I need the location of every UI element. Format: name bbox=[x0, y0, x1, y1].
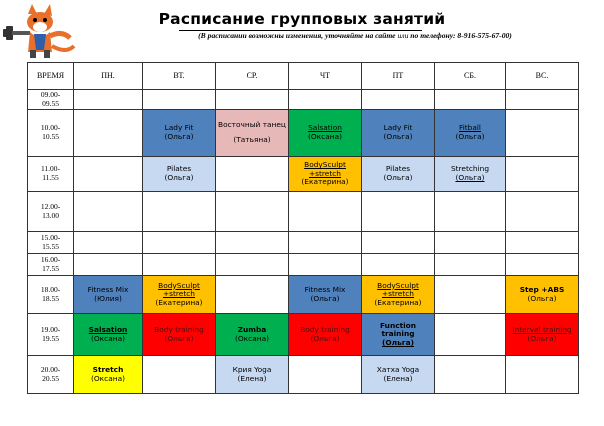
class-name: Pilates bbox=[385, 164, 411, 174]
class-name: Function training bbox=[380, 320, 416, 339]
table-row bbox=[28, 314, 579, 356]
class-name: Pilates bbox=[166, 164, 192, 174]
class-cell bbox=[74, 356, 143, 394]
time-cell: 19.00- 19.55 bbox=[28, 314, 74, 356]
table-row bbox=[28, 157, 579, 192]
empty-cell bbox=[362, 192, 435, 232]
time-cell: 15.00- 15.55 bbox=[28, 232, 74, 254]
class-cell bbox=[289, 110, 362, 157]
class-cell bbox=[289, 157, 362, 192]
time-cell: 10.00- 10.55 bbox=[28, 110, 74, 157]
empty-cell bbox=[74, 90, 143, 110]
class-name: Fitness Mix bbox=[304, 284, 346, 294]
class-cell bbox=[216, 110, 289, 157]
header-thu: ЧТ bbox=[289, 63, 362, 90]
instructor-name: (Ольга) bbox=[310, 333, 340, 343]
class-cell bbox=[216, 314, 289, 356]
empty-cell bbox=[216, 157, 289, 192]
class-cell bbox=[435, 110, 506, 157]
empty-cell bbox=[216, 192, 289, 232]
empty-cell bbox=[506, 90, 579, 110]
instructor-name: (Ольга) bbox=[310, 293, 340, 303]
class-cell bbox=[362, 314, 435, 356]
empty-cell bbox=[506, 232, 579, 254]
table-row bbox=[28, 356, 579, 394]
empty-cell bbox=[74, 157, 143, 192]
empty-cell bbox=[435, 356, 506, 394]
subtitle-part-1: (В расписании возможны изменения, уточняйте на сайте bbox=[198, 31, 396, 40]
class-cell bbox=[435, 157, 506, 192]
class-name: Крия Yoga bbox=[232, 364, 272, 374]
empty-cell bbox=[506, 356, 579, 394]
table-row bbox=[28, 276, 579, 314]
instructor-name: (Ольга) bbox=[527, 333, 557, 343]
empty-cell bbox=[362, 90, 435, 110]
empty-cell bbox=[74, 232, 143, 254]
instructor-name: (Татьяна) bbox=[233, 135, 271, 144]
class-cell bbox=[362, 157, 435, 192]
time-cell: 16.00- 17.55 bbox=[28, 254, 74, 276]
header-wed: СР. bbox=[216, 63, 289, 90]
empty-cell bbox=[143, 232, 216, 254]
table-row bbox=[28, 110, 579, 157]
class-cell bbox=[362, 276, 435, 314]
class-name: Хатха Yoga bbox=[376, 364, 420, 374]
time-cell: 20.00- 20.55 bbox=[28, 356, 74, 394]
subtitle-part-2: по телефону: 8-916-575-67-00) bbox=[410, 31, 512, 40]
empty-cell bbox=[289, 232, 362, 254]
empty-cell bbox=[289, 90, 362, 110]
instructor-name: (Ольга) bbox=[527, 293, 557, 303]
class-cell bbox=[289, 276, 362, 314]
class-name: Lady Fit bbox=[383, 123, 413, 133]
time-cell: 11.00- 11.55 bbox=[28, 157, 74, 192]
instructor-name: (Ольга) bbox=[455, 173, 485, 182]
header-fri: ПТ bbox=[362, 63, 435, 90]
class-name: Salsation bbox=[308, 123, 342, 133]
empty-cell bbox=[216, 232, 289, 254]
empty-cell bbox=[216, 276, 289, 314]
empty-cell bbox=[143, 356, 216, 394]
empty-cell bbox=[216, 90, 289, 110]
empty-cell bbox=[143, 90, 216, 110]
table-row bbox=[28, 254, 579, 276]
empty-cell bbox=[143, 254, 216, 276]
class-cell bbox=[289, 314, 362, 356]
empty-cell bbox=[506, 192, 579, 232]
instructor-name: (Оксана) bbox=[307, 132, 342, 141]
page-title: Расписание групповых занятий bbox=[158, 10, 446, 28]
empty-cell bbox=[74, 254, 143, 276]
instructor-name: (Елена) bbox=[383, 373, 413, 383]
header-mon: ПН. bbox=[74, 63, 143, 90]
instructor-name: (Ольга) bbox=[382, 337, 414, 347]
empty-cell bbox=[435, 232, 506, 254]
instructor-name: (Ольга) bbox=[383, 173, 413, 182]
class-cell bbox=[74, 314, 143, 356]
class-name: BodySculpt +stretch bbox=[304, 160, 346, 178]
header-row bbox=[28, 63, 579, 90]
instructor-name: (Ольга) bbox=[164, 333, 194, 343]
class-name: Body training bbox=[300, 324, 350, 334]
class-name: Salsation bbox=[88, 324, 128, 334]
header-tue: ВТ. bbox=[143, 63, 216, 90]
instructor-name: (Ольга) bbox=[164, 132, 194, 141]
class-name: Stretch bbox=[92, 364, 124, 374]
page-subtitle bbox=[120, 31, 590, 40]
empty-cell bbox=[506, 254, 579, 276]
time-cell: 18.00- 18.55 bbox=[28, 276, 74, 314]
empty-cell bbox=[435, 314, 506, 356]
instructor-name: (Оксана) bbox=[90, 333, 125, 343]
class-name: Step +ABS bbox=[519, 284, 565, 294]
header-sun: ВС. bbox=[506, 63, 579, 90]
class-cell bbox=[216, 356, 289, 394]
class-name: Fitball bbox=[459, 123, 481, 133]
empty-cell bbox=[289, 356, 362, 394]
instructor-name: (Оксана) bbox=[90, 373, 125, 383]
class-name: Body training bbox=[154, 324, 204, 334]
class-name: Interval training bbox=[512, 324, 572, 334]
class-name: Zumba bbox=[237, 324, 267, 334]
header-time: ВРЕМЯ bbox=[28, 63, 74, 90]
time-cell: 12.00- 13.00 bbox=[28, 192, 74, 232]
class-name: BodySculpt +stretch bbox=[377, 280, 419, 299]
class-cell bbox=[362, 356, 435, 394]
empty-cell bbox=[362, 254, 435, 276]
empty-cell bbox=[435, 276, 506, 314]
class-cell bbox=[143, 314, 216, 356]
class-name: Lady Fit bbox=[164, 123, 194, 133]
table-row bbox=[28, 90, 579, 110]
class-cell bbox=[143, 276, 216, 314]
class-cell bbox=[74, 276, 143, 314]
empty-cell bbox=[289, 254, 362, 276]
class-cell bbox=[143, 110, 216, 157]
class-name: BodySculpt +stretch bbox=[158, 280, 200, 299]
instructor-name: (Юлия) bbox=[94, 293, 122, 303]
class-cell bbox=[362, 110, 435, 157]
subtitle-or: или bbox=[397, 31, 409, 40]
instructor-name: (Екатерина) bbox=[374, 297, 422, 307]
instructor-name: (Ольга) bbox=[164, 173, 194, 182]
empty-cell bbox=[362, 232, 435, 254]
empty-cell bbox=[74, 110, 143, 157]
instructor-name: (Оксана) bbox=[234, 333, 269, 343]
class-name: Восточный танец bbox=[218, 120, 286, 130]
table-row bbox=[28, 192, 579, 232]
empty-cell bbox=[143, 192, 216, 232]
class-name: Fitness Mix bbox=[87, 284, 129, 294]
empty-cell bbox=[435, 254, 506, 276]
instructor-name: (Елена) bbox=[237, 373, 267, 383]
class-cell bbox=[143, 157, 216, 192]
header-sat: СБ. bbox=[435, 63, 506, 90]
class-cell bbox=[506, 276, 579, 314]
empty-cell bbox=[216, 254, 289, 276]
table-row bbox=[28, 232, 579, 254]
empty-cell bbox=[435, 192, 506, 232]
empty-cell bbox=[74, 192, 143, 232]
empty-cell bbox=[506, 157, 579, 192]
class-name: Stretching bbox=[450, 164, 490, 174]
instructor-name: (Ольга) bbox=[455, 132, 485, 141]
time-cell: 09.00- 09.55 bbox=[28, 90, 74, 110]
class-cell bbox=[506, 314, 579, 356]
instructor-name: (Екатерина) bbox=[301, 177, 349, 187]
empty-cell bbox=[289, 192, 362, 232]
schedule-table bbox=[27, 62, 579, 394]
instructor-name: (Екатерина) bbox=[155, 297, 203, 307]
instructor-name: (Ольга) bbox=[383, 132, 413, 141]
empty-cell bbox=[506, 110, 579, 157]
empty-cell bbox=[435, 90, 506, 110]
